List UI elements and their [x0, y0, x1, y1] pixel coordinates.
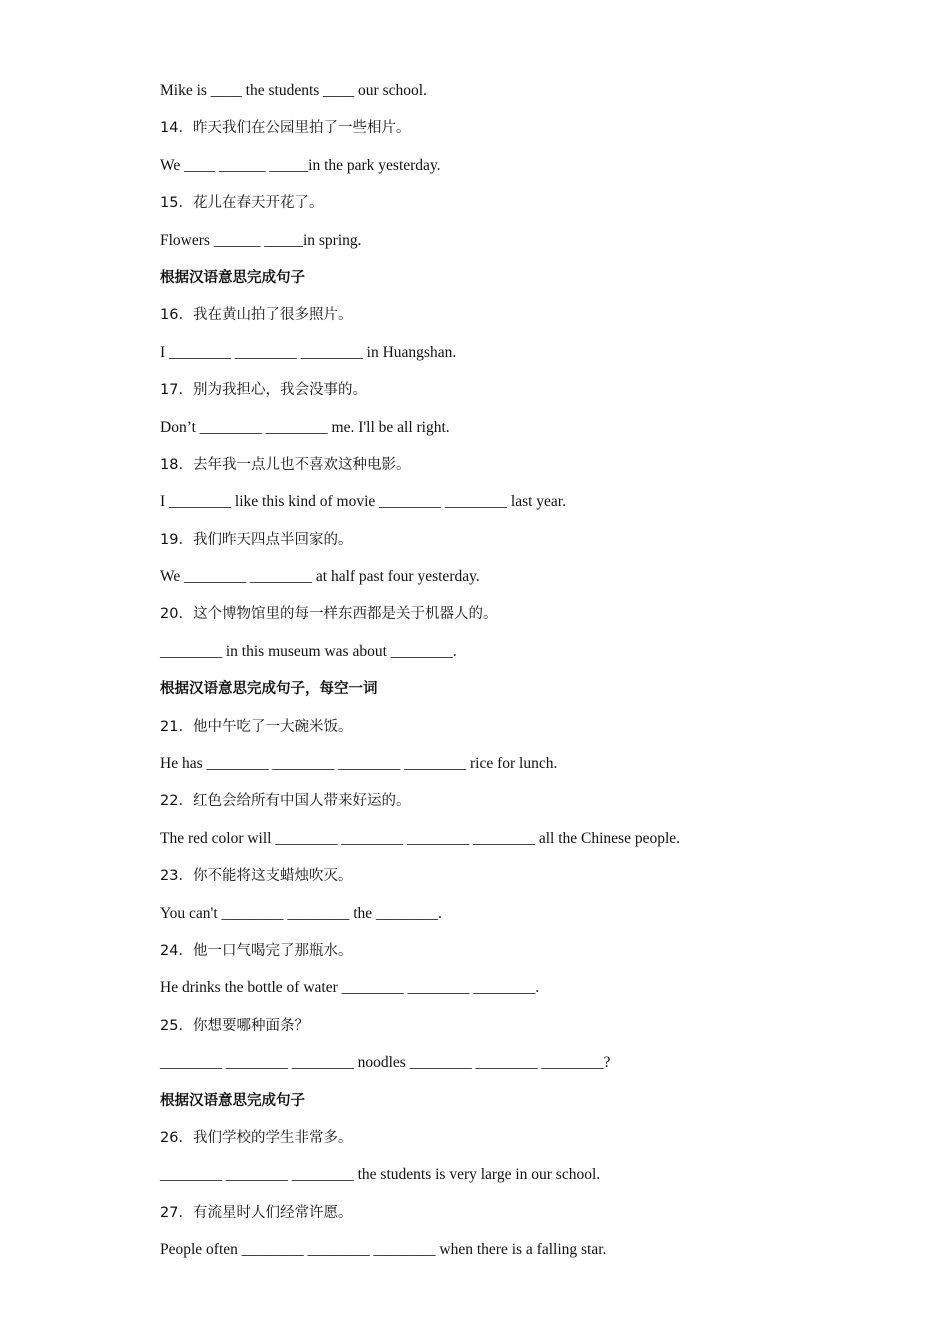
- exercise-17-answer-line: Don’t ________ ________ me. I'll be all right.: [160, 418, 450, 436]
- exercise-20-answer-line: ________ in this museum was about ________.: [160, 642, 457, 660]
- exercise-25-prompt: 25．你想要哪种面条？: [160, 1017, 309, 1034]
- exercise-22-answer-line: The red color will ________ ________ ________ ________ all the Chinese people.: [160, 829, 681, 847]
- exercise-24-answer-line: He drinks the bottle of water ________ ________ ________.: [160, 979, 540, 997]
- exercise-27-answer-line: People often ________ ________ ________ when there is a falling star.: [160, 1241, 607, 1259]
- exercise-15-prompt: 15．花儿在春天开花了。: [160, 195, 324, 212]
- exercise-14-answer-line: We ____ ______ _____in the park yesterday.: [160, 156, 441, 174]
- exercise-18-answer-line: I ________ like this kind of movie ________ ________ last year.: [160, 493, 566, 511]
- exercise-21-answer-line: He has ________ ________ ________ ________ rice for lunch.: [160, 755, 558, 773]
- section-heading: 根据汉语意思完成句子: [160, 1092, 305, 1109]
- exercise-18-prompt: 18．去年我一点儿也不喜欢这种电影。: [160, 456, 411, 473]
- exercise-26-prompt: 26．我们学校的学生非常多。: [160, 1129, 353, 1146]
- exercise-19-prompt: 19．我们昨天四点半回家的。: [160, 531, 353, 548]
- exercise-17-prompt: 17．别为我担心，我会没事的。: [160, 382, 367, 399]
- exercise-20-prompt: 20．这个博物馆里的每一样东西都是关于机器人的。: [160, 606, 498, 623]
- exercise-19-answer-line: We ________ ________ at half past four yesterday.: [160, 568, 480, 586]
- worksheet-content: [160, 79, 880, 1276]
- exercise-15-answer-line: Flowers ______ _____in spring.: [160, 231, 362, 249]
- exercise-23-answer-line: You can't ________ ________ the ________.: [160, 904, 442, 922]
- exercise-27-prompt: 27．有流星时人们经常许愿。: [160, 1204, 353, 1221]
- section-heading: 根据汉语意思完成句子: [160, 269, 305, 286]
- exercise-21-prompt: 21．他中午吃了一大碗米饭。: [160, 718, 353, 735]
- exercise-13-answer-line: Mike is ____ the students ____ our school.: [160, 82, 427, 99]
- exercise-16-prompt: 16．我在黄山拍了很多照片。: [160, 307, 353, 324]
- exercise-23-prompt: 23．你不能将这支蜡烛吹灭。: [160, 868, 353, 885]
- exercise-16-answer-line: I ________ ________ ________ in Huangshan.: [160, 343, 457, 361]
- exercise-24-prompt: 24．他一口气喝完了那瓶水。: [160, 942, 353, 959]
- section-heading: 根据汉语意思完成句子，每空一词: [160, 681, 378, 698]
- exercise-25-answer-line: ________ ________ ________ noodles ________ ________ ________?: [160, 1054, 611, 1072]
- exercise-14-prompt: 14．昨天我们在公园里拍了一些相片。: [160, 120, 411, 137]
- exercise-22-prompt: 22．红色会给所有中国人带来好运的。: [160, 793, 411, 810]
- exercise-26-answer-line: ________ ________ ________ the students is very large in our school.: [160, 1166, 601, 1184]
